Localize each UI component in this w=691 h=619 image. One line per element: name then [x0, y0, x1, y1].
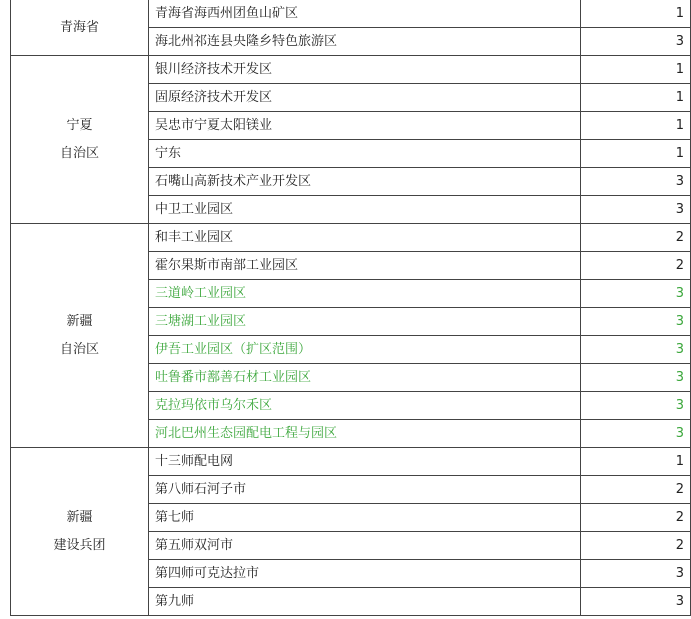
count-cell: 2	[581, 532, 691, 560]
count-cell: 1	[581, 56, 691, 84]
area-name-cell: 和丰工业园区	[149, 224, 581, 252]
region-cell	[11, 448, 149, 616]
region-label: 自治区	[59, 341, 99, 357]
table-row	[11, 56, 691, 84]
pilot-areas-table	[10, 0, 691, 616]
area-name-cell: 三道岭工业园区	[149, 280, 581, 308]
area-name-cell: 伊吾工业园区（扩区范围）	[149, 336, 581, 364]
count-cell: 3	[581, 392, 691, 420]
area-name-cell: 克拉玛依市乌尔禾区	[149, 392, 581, 420]
area-name-cell: 河北巴州生态园配电工程与园区	[149, 420, 581, 448]
table-row	[11, 0, 691, 28]
table-row	[11, 448, 691, 476]
region-label: 建设兵团	[53, 537, 106, 553]
region-cell	[11, 56, 149, 224]
count-cell: 3	[581, 560, 691, 588]
area-name-cell: 第九师	[149, 588, 581, 616]
count-cell: 3	[581, 336, 691, 364]
area-name-cell: 海北州祁连县央隆乡特色旅游区	[149, 28, 581, 56]
area-name-cell: 宁东	[149, 140, 581, 168]
region-label: 青海省	[59, 19, 99, 35]
count-cell: 3	[581, 308, 691, 336]
area-name-cell: 青海省海西州团鱼山矿区	[149, 0, 581, 28]
table-row	[11, 224, 691, 252]
count-cell: 3	[581, 28, 691, 56]
area-name-cell: 银川经济技术开发区	[149, 56, 581, 84]
area-name-cell: 中卫工业园区	[149, 196, 581, 224]
count-cell: 1	[581, 0, 691, 28]
count-cell: 3	[581, 168, 691, 196]
area-name-cell: 霍尔果斯市南部工业园区	[149, 252, 581, 280]
count-cell: 3	[581, 420, 691, 448]
count-cell: 1	[581, 140, 691, 168]
region-label: 新疆	[66, 509, 93, 525]
count-cell: 3	[581, 196, 691, 224]
count-cell: 2	[581, 224, 691, 252]
area-name-cell: 十三师配电网	[149, 448, 581, 476]
area-name-cell: 第五师双河市	[149, 532, 581, 560]
area-name-cell: 吐鲁番市鄯善石材工业园区	[149, 364, 581, 392]
area-name-cell: 第四师可克达拉市	[149, 560, 581, 588]
region-cell	[11, 224, 149, 448]
count-cell: 3	[581, 364, 691, 392]
area-name-cell: 第八师石河子市	[149, 476, 581, 504]
region-label: 宁夏	[66, 117, 93, 133]
area-name-cell: 固原经济技术开发区	[149, 84, 581, 112]
count-cell: 1	[581, 448, 691, 476]
region-label: 新疆	[66, 313, 93, 329]
region-label: 自治区	[59, 145, 99, 161]
count-cell: 3	[581, 588, 691, 616]
area-name-cell: 石嘴山高新技术产业开发区	[149, 168, 581, 196]
count-cell: 1	[581, 112, 691, 140]
area-name-cell: 吴忠市宁夏太阳镁业	[149, 112, 581, 140]
count-cell: 3	[581, 280, 691, 308]
area-name-cell: 第七师	[149, 504, 581, 532]
count-cell: 2	[581, 252, 691, 280]
count-cell: 1	[581, 84, 691, 112]
table-body	[11, 0, 691, 616]
region-cell	[11, 0, 149, 56]
area-name-cell: 三塘湖工业园区	[149, 308, 581, 336]
count-cell: 2	[581, 476, 691, 504]
count-cell: 2	[581, 504, 691, 532]
